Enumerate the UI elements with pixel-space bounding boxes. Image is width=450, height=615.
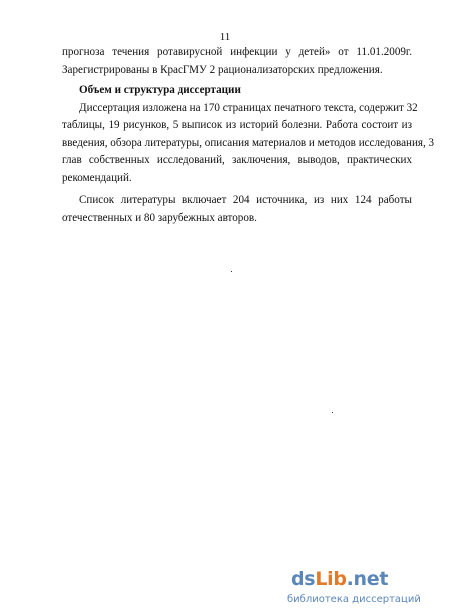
- text-line: рекомендаций.: [62, 171, 132, 184]
- text-line: введения, обзора литературы, описания материалов и методов исследования, 3: [62, 136, 435, 149]
- dslib-watermark: [287, 566, 447, 610]
- scan-speck: [332, 412, 333, 413]
- text-line: Зарегистрированы в КрасГМУ 2 рационализаторских предложения.: [62, 63, 383, 76]
- paragraph-structure: [62, 100, 435, 188]
- text-line: прогноза течения ротавирусной инфекции у детей» от 11.01.2009г.: [62, 46, 412, 58]
- text-line: отечественных и 80 зарубежных авторов.: [62, 211, 257, 224]
- dslib-logo: [291, 568, 388, 590]
- paragraph-references: [62, 192, 412, 227]
- page-number: 11: [219, 31, 231, 43]
- text-line: Диссертация изложена на 170 страницах печатного текста, содержит 32: [79, 101, 418, 114]
- text-line: глав собственных исследований, заключения, выводов, практических: [62, 154, 412, 166]
- watermark-tagline: библиотека диссертаций: [287, 594, 421, 605]
- section-heading: Объем и структура диссертации: [79, 84, 241, 96]
- text-line: таблицы, 19 рисунков, 5 выписок из историй болезни. Работа состоит из: [62, 119, 412, 131]
- logo-mid: Lib: [315, 568, 347, 590]
- logo-suffix: .net: [346, 568, 389, 590]
- scan-speck: [231, 271, 232, 272]
- logo-prefix: ds: [291, 568, 316, 590]
- text-line: Список литературы включает 204 источника, из них 124 работы: [79, 194, 412, 206]
- document-body: [62, 44, 435, 227]
